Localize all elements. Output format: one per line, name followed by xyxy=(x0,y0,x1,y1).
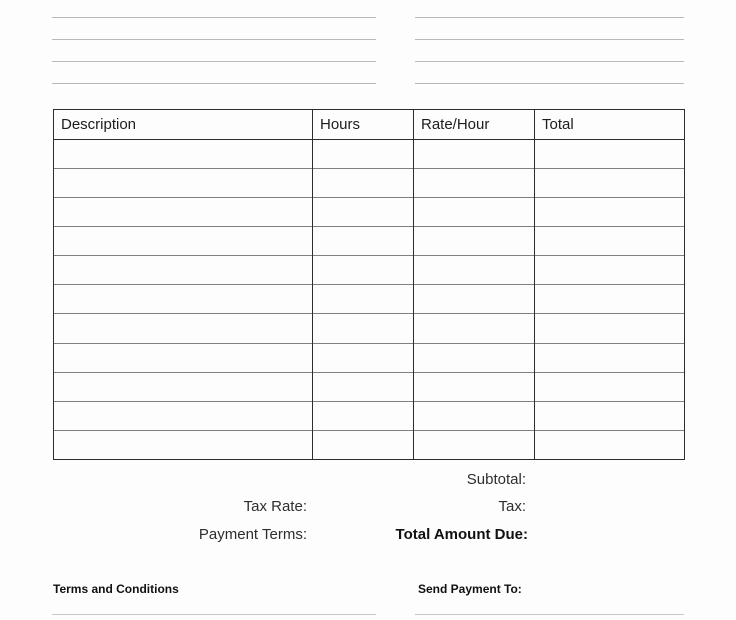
table-cell-empty xyxy=(54,256,313,285)
table-cell-empty xyxy=(414,140,535,169)
footer-blank-line-left xyxy=(52,614,376,615)
table-cell-empty xyxy=(535,140,685,169)
table-cell-empty xyxy=(54,169,313,198)
header-blank-lines-right xyxy=(415,17,684,105)
table-row xyxy=(54,314,685,343)
blank-line xyxy=(52,61,376,62)
payment-terms-label: Payment Terms: xyxy=(198,526,307,543)
subtotal-label: Subtotal: xyxy=(466,471,526,488)
header-blank-lines-left xyxy=(52,17,376,105)
table-row xyxy=(54,169,685,198)
table-cell-empty xyxy=(535,227,685,256)
blank-line xyxy=(52,83,376,84)
table-cell-empty xyxy=(313,169,414,198)
table-row xyxy=(54,430,685,459)
table-cell-empty xyxy=(535,430,685,459)
total-amount-due-label: Total Amount Due: xyxy=(395,526,528,543)
table-cell-empty xyxy=(414,227,535,256)
table-cell-empty xyxy=(535,198,685,227)
tax-rate-label: Tax Rate: xyxy=(243,498,307,515)
invoice-table-header xyxy=(54,110,685,140)
table-cell-empty xyxy=(414,285,535,314)
invoice-table xyxy=(53,109,685,460)
blank-line xyxy=(415,61,684,62)
table-cell-empty xyxy=(313,227,414,256)
table-cell-empty xyxy=(535,314,685,343)
table-cell-empty xyxy=(54,372,313,401)
column-header-description: Description xyxy=(54,110,313,140)
table-row xyxy=(54,343,685,372)
table-row xyxy=(54,227,685,256)
footer-blank-line-right xyxy=(415,614,684,615)
table-cell-empty xyxy=(535,372,685,401)
table-cell-empty xyxy=(414,430,535,459)
table-cell-empty xyxy=(313,140,414,169)
table-cell-empty xyxy=(54,285,313,314)
blank-line xyxy=(415,83,684,84)
table-cell-empty xyxy=(54,314,313,343)
table-cell-empty xyxy=(414,169,535,198)
table-row xyxy=(54,285,685,314)
table-row xyxy=(54,256,685,285)
table-cell-empty xyxy=(414,343,535,372)
table-cell-empty xyxy=(313,314,414,343)
table-cell-empty xyxy=(54,198,313,227)
table-cell-empty xyxy=(414,198,535,227)
table-cell-empty xyxy=(414,401,535,430)
table-cell-empty xyxy=(535,256,685,285)
table-cell-empty xyxy=(414,372,535,401)
send-payment-to-label: Send Payment To: xyxy=(418,582,522,596)
column-header-total: Total xyxy=(535,110,685,140)
terms-and-conditions-label: Terms and Conditions xyxy=(53,582,179,596)
table-row xyxy=(54,198,685,227)
table-cell-empty xyxy=(414,314,535,343)
blank-line xyxy=(415,39,684,40)
column-header-hours: Hours xyxy=(313,110,414,140)
table-cell-empty xyxy=(535,169,685,198)
table-cell-empty xyxy=(54,343,313,372)
table-cell-empty xyxy=(54,430,313,459)
table-cell-empty xyxy=(535,343,685,372)
blank-line xyxy=(52,39,376,40)
table-cell-empty xyxy=(313,256,414,285)
table-cell-empty xyxy=(535,401,685,430)
table-cell-empty xyxy=(54,401,313,430)
table-cell-empty xyxy=(313,343,414,372)
blank-line xyxy=(415,17,684,18)
invoice-table-body xyxy=(54,140,685,460)
column-header-rate-hour: Rate/Hour xyxy=(414,110,535,140)
table-cell-empty xyxy=(313,372,414,401)
table-cell-empty xyxy=(313,285,414,314)
table-cell-empty xyxy=(313,198,414,227)
table-cell-empty xyxy=(414,256,535,285)
table-cell-empty xyxy=(54,140,313,169)
table-cell-empty xyxy=(313,430,414,459)
tax-label: Tax: xyxy=(498,498,526,515)
table-cell-empty xyxy=(313,401,414,430)
table-cell-empty xyxy=(535,285,685,314)
blank-line xyxy=(52,17,376,18)
table-row xyxy=(54,140,685,169)
table-row xyxy=(54,372,685,401)
table-row xyxy=(54,401,685,430)
table-cell-empty xyxy=(54,227,313,256)
table-header-row xyxy=(54,110,685,140)
